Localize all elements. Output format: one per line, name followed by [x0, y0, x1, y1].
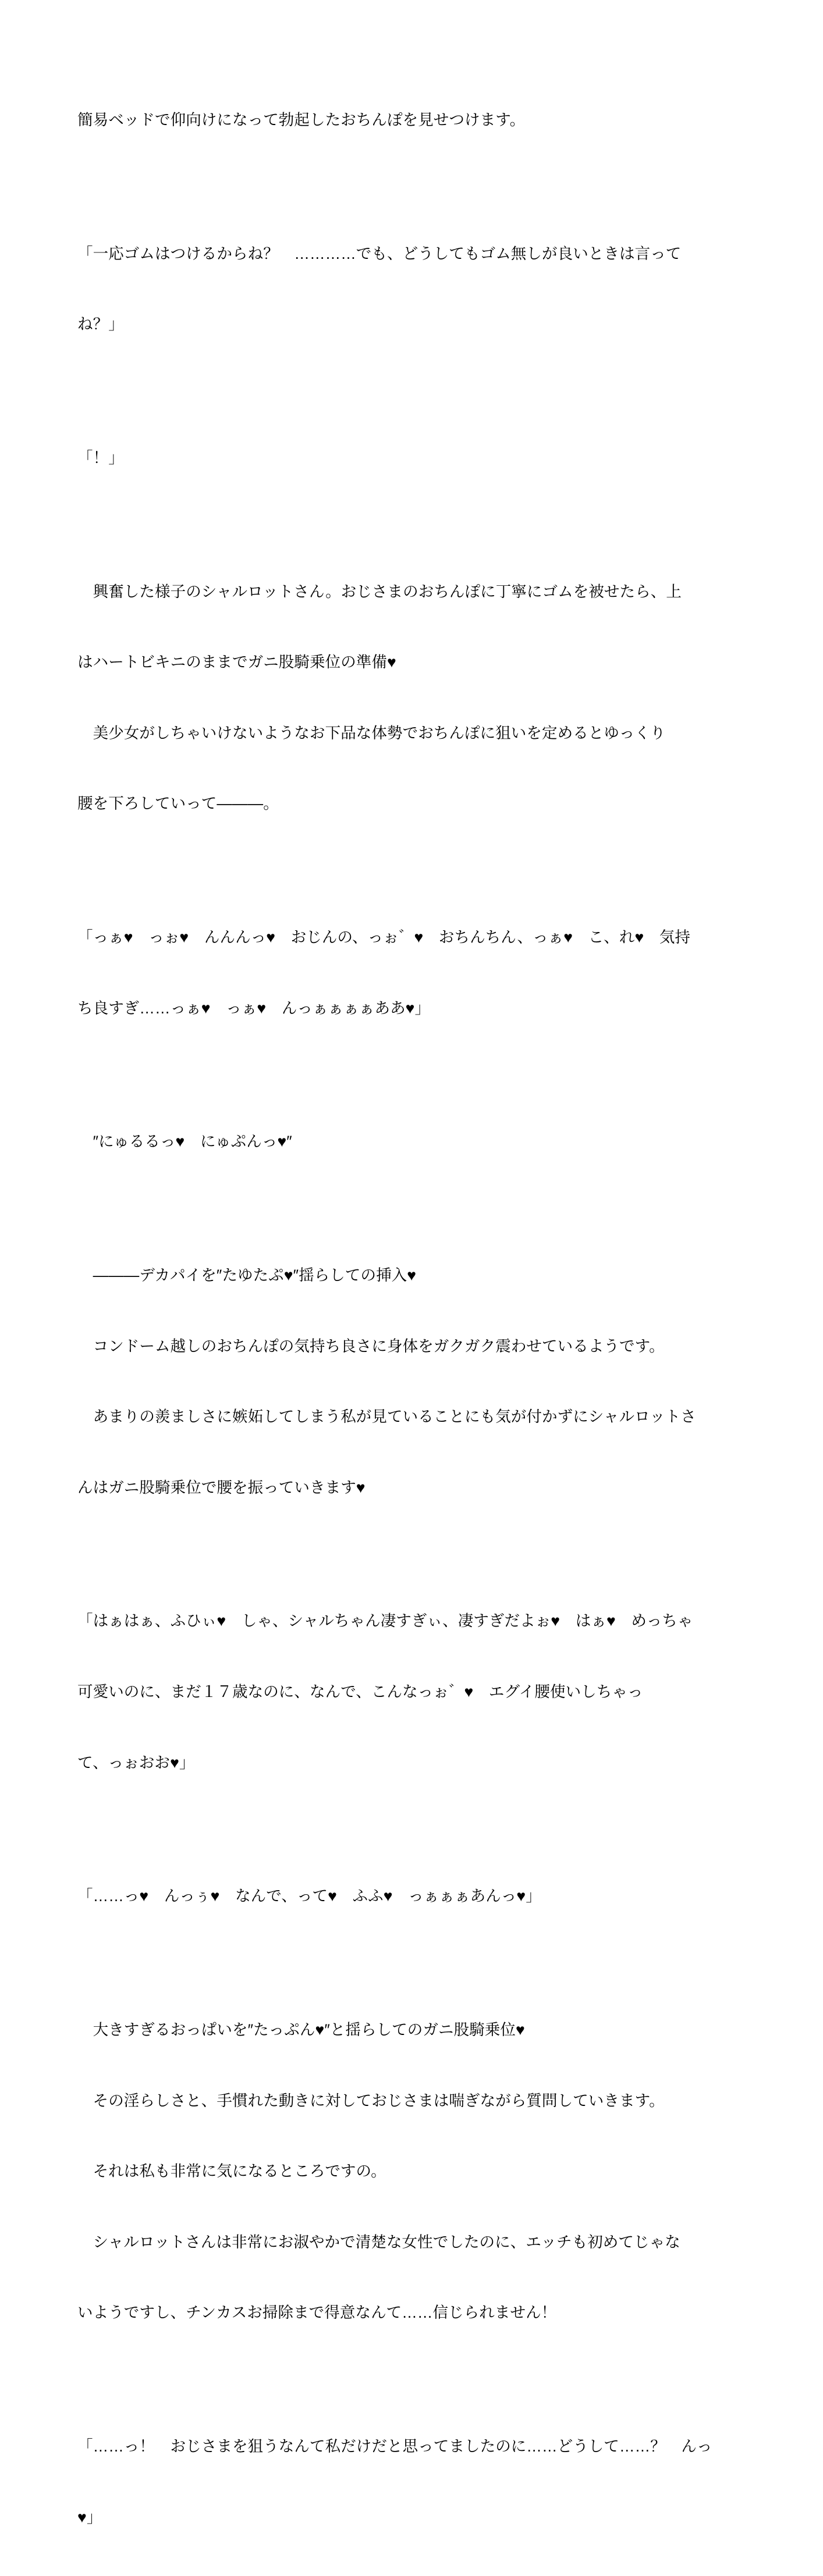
text-line: 美少女がしちゃいけないようなお下品な体勢でおちんぽに狙いを定めるとゆっくり: [77, 724, 666, 742]
paragraph: [77, 2388, 747, 2576]
text-line: ♥」: [77, 2508, 102, 2526]
text-line: コンドーム越しのおちんぽの気持ち良さに身体をガクガク震わせているようです。: [77, 1337, 665, 1355]
text-line: 簡易ベッドで仰向けになって勃起したおちんぽを見せつけます。: [77, 111, 526, 129]
paragraph: [77, 878, 747, 1067]
text-line: それは私も非常に気になるところですの。: [77, 2162, 386, 2180]
text-line: 「……っ♥ んっぅ♥ なんで、って♥ ふふ♥ っぁぁぁあんっ♥」: [77, 1887, 541, 1905]
paragraph: [77, 1837, 747, 1955]
paragraph: [77, 1971, 747, 2372]
paragraph: [77, 1083, 747, 1201]
paragraph: [77, 533, 747, 863]
text-line: ―――デカパイを″たゆたぷ♥″揺らしての挿入♥: [77, 1266, 417, 1284]
text-line: ち良すぎ……っぁ♥ っぁ♥ んっぁぁぁぁああ♥」: [77, 999, 431, 1017]
text-line: はハートビキニのままでガニ股騎乗位の準備♥: [77, 653, 396, 671]
text-line: その淫らしさと、手慣れた動きに対しておじさまは喘ぎながら質問していきます。: [77, 2091, 665, 2109]
text-line: て、っぉおお♥」: [77, 1753, 195, 1771]
text-line: 「一応ゴムはつけるからね？ …………でも、どうしてもゴム無しが良いときは言って: [77, 244, 682, 262]
paragraph: [77, 195, 747, 383]
text-line: 「……っ！ おじさまを狙うなんて私だけだと思ってましたのに……どうして……？ んっ: [77, 2437, 712, 2455]
text-line: シャルロットさんは非常にお淑やかで清楚な女性でしたのに、エッチも初めてじゃな: [77, 2233, 680, 2251]
text-line: 腰を下ろしていって―――。: [77, 795, 279, 813]
paragraph: [77, 399, 747, 517]
text-line: んはガニ股騎乗位で腰を振っていきます♥: [77, 1478, 366, 1496]
text-line: 「はぁはぁ、ふひぃ♥ しゃ、シャルちゃん凄すぎぃ、凄すぎだよぉ♥ はぁ♥ めっちゃ: [77, 1612, 693, 1630]
paragraph: [77, 1562, 747, 1821]
paragraph: [77, 1216, 747, 1546]
text-line: 興奮した様子のシャルロットさん。おじさまのおちんぽに丁寧にゴムを被せたら、上: [77, 582, 682, 600]
text-line: ″にゅるるっ♥ にゅぷんっ♥″: [77, 1133, 292, 1151]
text-line: いようですし、チンカスお掃除まで得意なんて……信じられません！: [77, 2304, 557, 2322]
text-line: 「っぁ♥ っぉ♥ んんんっ♥ おじんの、っぉ゛♥ おちんちん、っぁ♥ こ、れ♥ 気持: [77, 928, 691, 947]
text-line: 大きすぎるおっぱいを″たっぷん♥″と揺らしてのガニ股騎乗位♥: [77, 2020, 525, 2038]
text-line: ね？」: [77, 315, 124, 333]
paragraph: [77, 61, 747, 179]
text-line: あまりの羨ましさに嫉妬してしまう私が見ていることにも気が付かずにシャルロットさ: [77, 1408, 696, 1426]
text-line: 「！」: [77, 449, 124, 467]
text-line: 可愛いのに、まだ１７歳なのに、なんで、こんなっぉ゛♥ エグイ腰使いしちゃっ: [77, 1683, 643, 1700]
